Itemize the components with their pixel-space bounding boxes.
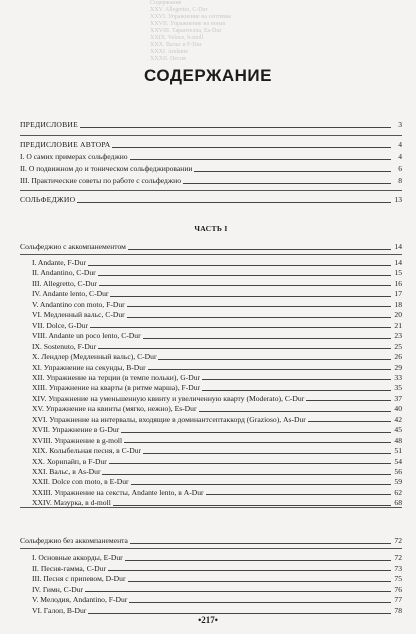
divider (20, 548, 402, 549)
dot-leader (202, 390, 391, 391)
dot-leader (129, 602, 391, 603)
dot-leader (113, 505, 391, 506)
dot-leader (108, 570, 391, 571)
dot-leader (308, 421, 391, 422)
dot-leader (124, 442, 391, 443)
dot-leader (99, 285, 391, 286)
part-heading: ЧАСТЬ I (194, 224, 228, 233)
bleed-line: XXV. Allegretto, C-Dur (150, 7, 208, 13)
dot-leader (128, 581, 392, 582)
toc-entry[interactable]: II. Andantino, C-Dur 15 (32, 268, 402, 278)
toc-entry-with-accompaniment[interactable]: Сольфеджио с аккомпанементом 14 (20, 242, 402, 251)
toc-entry-solfeggio[interactable]: СОЛЬФЕДЖИО 13 (20, 195, 402, 204)
dot-leader (88, 265, 391, 266)
dot-leader (194, 171, 391, 172)
toc-entry[interactable]: XVII. Упражнение в G-Dur 45 (32, 425, 402, 435)
toc-entry[interactable]: V. Мелодия, Andantino, F-Dur 77 (32, 595, 402, 605)
dot-leader (148, 369, 391, 370)
toc-entry-without-accompaniment[interactable]: Сольфеджио без аккомпанемента 72 (20, 536, 402, 545)
toc-entry[interactable]: I. Основные аккорды, E-Dur 72 (32, 553, 402, 562)
bleed-through-text (150, 0, 410, 62)
dot-leader (183, 183, 391, 184)
dot-leader (202, 379, 391, 380)
toc-entry[interactable]: XXIV. Мазурка, в d-moll 68 (32, 498, 402, 508)
divider (20, 190, 402, 191)
toc-entry[interactable]: XII. Упражнение на терции (в темпе польки), G-Dur 33 (32, 372, 402, 382)
toc-entry[interactable]: VII. Dolce, G-Dur 21 (32, 320, 402, 330)
bleed-line: XXXI. Andante (150, 49, 188, 55)
dot-leader (98, 348, 391, 349)
dot-leader (88, 613, 391, 614)
dot-leader (143, 338, 391, 339)
toc-entry[interactable]: III. Песня с припевом, D-Dur 75 (32, 574, 402, 584)
dot-leader (306, 400, 391, 401)
bleed-line: XXVII. Упражнение на нонах (150, 21, 226, 27)
dot-leader (85, 591, 391, 592)
dot-leader (90, 327, 391, 328)
toc-entry-author-preface[interactable]: ПРЕДИСЛОВИЕ АВТОРА 4 (20, 140, 402, 149)
bleed-line: XXXII. Песня (150, 56, 186, 62)
toc-entry[interactable]: IX. Sostenuto, F-Dur 25 (32, 341, 402, 351)
dot-leader (98, 275, 391, 276)
toc-entry[interactable]: VI. Медленный вальс, C-Dur 20 (32, 310, 402, 320)
dot-leader (143, 453, 391, 454)
dot-leader (127, 317, 391, 318)
divider (20, 507, 402, 508)
bleed-line: XXVI. Упражнение на септимы (150, 14, 231, 20)
toc-entry[interactable]: XXI. Вальс, в As-Dur 56 (32, 467, 402, 476)
dot-leader (121, 432, 391, 433)
bleed-line: Содержание (150, 0, 182, 6)
toc-entry[interactable]: XI. Упражнение на секунды, B-Dur 29 (32, 362, 402, 372)
dot-leader (110, 296, 391, 297)
toc-entry[interactable]: XIII. Упражнение на кварты (в ритме марша), F-Dur 35 (32, 383, 402, 393)
dot-leader (109, 463, 391, 464)
bleed-line: XXVIII. Тарантелла, Es-Dur (150, 28, 222, 34)
toc-entry[interactable]: II. Песня-гамма, C-Dur 73 (32, 563, 402, 573)
dot-leader (131, 484, 391, 485)
bleed-line: XXIX. Veloce, h-moll (150, 35, 204, 41)
toc-entry[interactable]: II. О подвижном до и тоническом сольфеджировании 6 (20, 164, 402, 173)
toc-entry[interactable]: XV. Упражнение на квинты (мягко, нежно), Es-Dur 40 (32, 404, 402, 414)
toc-entry[interactable]: I. Andante, F-Dur 14 (32, 258, 402, 267)
toc-entry[interactable]: XXIII. Упражнение на сексты, Andante lento, в A-Dur 62 (32, 487, 402, 497)
dot-leader (125, 560, 391, 561)
page-title: СОДЕРЖАНИЕ (144, 66, 272, 85)
toc-entry[interactable]: X. Лендлер (Медленный вальс), C-Dur 26 (32, 352, 402, 362)
bleed-line: XXX. Вальс в F-Dur (150, 42, 202, 48)
toc-entry[interactable]: III. Практические советы по работе с сольфеджио 8 (20, 176, 402, 185)
divider (20, 135, 402, 136)
toc-entry-preface[interactable]: ПРЕДИСЛОВИЕ 3 (20, 120, 402, 129)
toc-entry[interactable]: XX. Хорнпайп, в F-Dur 54 (32, 456, 402, 466)
toc-entry[interactable]: VIII. Andante un poco lento, C-Dur 23 (32, 331, 402, 341)
page-number: •217• (198, 615, 218, 625)
toc-entry[interactable]: V. Andantino con moto, F-Dur 18 (32, 299, 402, 309)
dot-leader (102, 474, 391, 475)
toc-entry[interactable]: IV. Гимн, C-Dur 76 (32, 584, 402, 594)
toc-entry[interactable]: I. О самих примерах сольфеджио 4 (20, 152, 402, 161)
toc-entry[interactable]: XIX. Колыбельная песня, в C-Dur 51 (32, 446, 402, 456)
toc-entry[interactable]: III. Allegretto, C-Dur 16 (32, 278, 402, 288)
toc-entry[interactable]: XXII. Dolce con moto, в E-Dur 59 (32, 477, 402, 487)
toc-entry[interactable]: XVIII. Упражнение в g-moll 48 (32, 435, 402, 445)
dot-leader (127, 306, 391, 307)
dot-leader (158, 359, 391, 360)
divider (20, 254, 402, 255)
dot-leader (130, 159, 391, 160)
toc-entry[interactable]: XVI. Упражнение на интервалы, входящие в доминантсептаккорд (Grazioso), As-Dur 42 (32, 414, 402, 424)
toc-entry[interactable]: IV. Andante lento, C-Dur 17 (32, 289, 402, 299)
toc-entry[interactable]: XIV. Упражнение на уменьшенную квинту и увеличенную кварту (Moderato), C-Dur 37 (32, 393, 402, 403)
toc-entry[interactable]: VI. Галоп, B-Dur 78 (32, 606, 402, 615)
dot-leader (199, 411, 392, 412)
dot-leader (206, 494, 391, 495)
